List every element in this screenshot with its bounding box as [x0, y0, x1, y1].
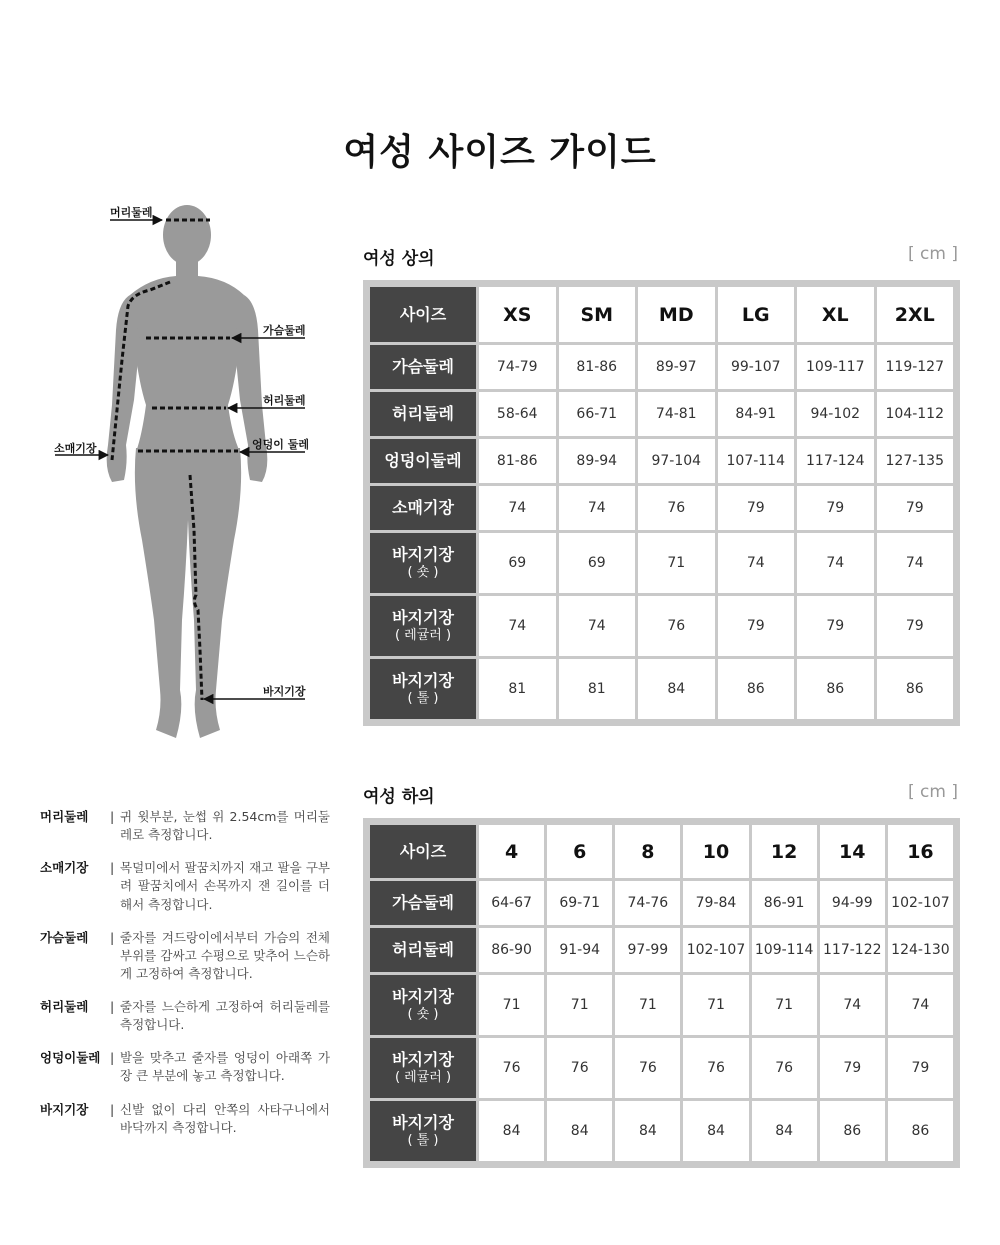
table-cell: 74 — [479, 596, 556, 656]
note-divider: | — [110, 860, 115, 876]
table-row — [370, 659, 953, 719]
note-term: 소매기장 — [40, 860, 89, 876]
table-cell: 66-71 — [559, 392, 636, 436]
table-row — [370, 345, 953, 389]
table-cell: 81 — [559, 659, 636, 719]
table-cell: 76 — [683, 1038, 748, 1098]
row-label-main: 바지기장 — [392, 544, 454, 564]
figure-label-waist: 허리둘레 — [263, 394, 306, 407]
table-row — [370, 1101, 953, 1161]
bottoms-size-16: 16 — [888, 825, 953, 878]
note-description: 줄자를 겨드랑이에서부터 가슴의 전체 부위를 감싸고 수평으로 맞추어 느슨하게 고정하여 측정합니다. — [120, 929, 330, 981]
bottoms-size-header-row — [370, 825, 953, 878]
table-cell: 81-86 — [479, 439, 556, 483]
table-cell: 76 — [638, 596, 715, 656]
table-cell: 74-79 — [479, 345, 556, 389]
row-label-sub: ( 레귤러 ) — [394, 1069, 452, 1085]
table-cell: 94-102 — [797, 392, 874, 436]
table-cell: 86 — [797, 659, 874, 719]
figure-label-sleeve: 소매기장 — [54, 442, 97, 455]
table-cell: 84 — [638, 659, 715, 719]
table-cell: 102-107 — [888, 881, 953, 925]
note-description: 줄자를 느슨하게 고정하여 허리둘레를 측정합니다. — [120, 999, 330, 1033]
bottoms-size-8: 8 — [615, 825, 680, 878]
note-hip — [40, 1049, 330, 1085]
row-label — [370, 596, 476, 656]
tops-unit-label: [ cm ] — [908, 244, 958, 264]
table-cell: 76 — [615, 1038, 680, 1098]
table-cell: 71 — [752, 975, 817, 1035]
note-chest — [40, 929, 330, 983]
table-cell: 79 — [718, 596, 795, 656]
table-row — [370, 486, 953, 530]
tops-size-xs: XS — [479, 287, 556, 342]
note-divider: | — [110, 1050, 115, 1066]
table-cell: 107-114 — [718, 439, 795, 483]
table-cell: 91-94 — [547, 928, 612, 972]
row-label — [370, 533, 476, 593]
bottoms-unit-label: [ cm ] — [908, 782, 958, 802]
table-cell: 117-124 — [797, 439, 874, 483]
table-cell: 86 — [877, 659, 954, 719]
table-cell: 76 — [547, 1038, 612, 1098]
note-description: 목덜미에서 팔꿈치까지 재고 팔을 구부려 팔꿈치에서 손목까지 잰 길이를 더해서 측정합니다. — [120, 860, 330, 912]
tops-size-2xl: 2XL — [877, 287, 954, 342]
page-title: 여성 사이즈 가이드 — [343, 132, 657, 174]
table-cell: 76 — [638, 486, 715, 530]
table-cell: 117-122 — [820, 928, 885, 972]
table-cell: 89-97 — [638, 345, 715, 389]
table-cell: 86 — [820, 1101, 885, 1161]
table-cell: 74 — [559, 486, 636, 530]
table-cell: 79 — [797, 486, 874, 530]
tops-size-sm: SM — [559, 287, 636, 342]
note-divider: | — [110, 999, 115, 1014]
bottoms-size-6: 6 — [547, 825, 612, 878]
table-row — [370, 928, 953, 972]
table-cell: 84 — [615, 1101, 680, 1161]
note-pants — [40, 1101, 330, 1137]
table-cell: 94-99 — [820, 881, 885, 925]
table-cell: 74 — [479, 486, 556, 530]
row-label-main: 바지기장 — [392, 670, 454, 690]
note-term: 바지기장 — [40, 1101, 89, 1117]
table-cell: 104-112 — [877, 392, 954, 436]
row-label-main: 바지기장 — [392, 1049, 454, 1069]
table-cell: 99-107 — [718, 345, 795, 389]
table-cell: 86 — [718, 659, 795, 719]
table-cell: 97-99 — [615, 928, 680, 972]
note-term: 가슴둘레 — [40, 929, 89, 945]
note-description: 신발 없이 다리 안쪽의 사타구니에서 바닥까지 측정합니다. — [120, 1101, 330, 1135]
table-cell: 76 — [479, 1038, 544, 1098]
bottoms-section-title: 여성 하의 — [363, 787, 435, 807]
table-cell: 127-135 — [877, 439, 954, 483]
row-label: 허리둘레 — [370, 928, 476, 972]
row-label — [370, 975, 476, 1035]
table-cell: 58-64 — [479, 392, 556, 436]
table-cell: 71 — [547, 975, 612, 1035]
tops-size-lg: LG — [718, 287, 795, 342]
row-label-sub: ( 숏 ) — [407, 1006, 439, 1022]
table-cell: 64-67 — [479, 881, 544, 925]
note-divider: | — [110, 809, 115, 824]
table-cell: 69 — [479, 533, 556, 593]
table-cell: 76 — [752, 1038, 817, 1098]
table-cell: 74-81 — [638, 392, 715, 436]
table-cell: 79 — [877, 596, 954, 656]
row-label: 엉덩이둘레 — [370, 439, 476, 483]
tops-size-table — [363, 280, 960, 726]
table-cell: 74 — [559, 596, 636, 656]
tops-size-xl: XL — [797, 287, 874, 342]
bottoms-size-label: 사이즈 — [370, 825, 476, 878]
body-measurement-figure — [0, 190, 340, 760]
table-cell: 74 — [888, 975, 953, 1035]
table-cell: 69-71 — [547, 881, 612, 925]
row-label-sub: ( 숏 ) — [407, 564, 439, 580]
table-cell: 119-127 — [877, 345, 954, 389]
table-cell: 79 — [820, 1038, 885, 1098]
note-term: 머리둘레 — [40, 809, 89, 824]
note-head — [40, 808, 330, 844]
table-cell: 79 — [718, 486, 795, 530]
note-divider: | — [110, 929, 115, 945]
note-term: 엉덩이둘레 — [40, 1050, 101, 1066]
note-divider: | — [110, 1101, 115, 1117]
table-cell: 97-104 — [638, 439, 715, 483]
tops-size-md: MD — [638, 287, 715, 342]
row-label-main: 바지기장 — [392, 1112, 454, 1132]
table-cell: 74-76 — [615, 881, 680, 925]
table-cell: 74 — [718, 533, 795, 593]
table-cell: 86-90 — [479, 928, 544, 972]
note-sleeve — [40, 859, 330, 913]
row-label-sub: ( 톨 ) — [407, 1132, 439, 1148]
figure-label-pants: 바지기장 — [263, 685, 306, 698]
row-label: 가슴둘레 — [370, 345, 476, 389]
table-row — [370, 533, 953, 593]
table-cell: 84 — [752, 1101, 817, 1161]
row-label-main: 바지기장 — [392, 986, 454, 1006]
tops-size-label: 사이즈 — [370, 287, 476, 342]
note-waist — [40, 998, 330, 1034]
measurement-notes — [40, 808, 330, 1152]
tops-size-header-row — [370, 287, 953, 342]
row-label-sub: ( 톨 ) — [407, 690, 439, 706]
table-cell: 79-84 — [683, 881, 748, 925]
table-row — [370, 975, 953, 1035]
table-cell: 74 — [820, 975, 885, 1035]
figure-label-hip: 엉덩이 둘레 — [252, 438, 309, 451]
table-cell: 79 — [797, 596, 874, 656]
table-row — [370, 881, 953, 925]
table-cell: 79 — [877, 486, 954, 530]
table-cell: 74 — [797, 533, 874, 593]
table-row — [370, 1038, 953, 1098]
row-label: 허리둘레 — [370, 392, 476, 436]
table-cell: 109-114 — [752, 928, 817, 972]
row-label-main: 바지기장 — [392, 607, 454, 627]
row-label: 소매기장 — [370, 486, 476, 530]
note-description: 귀 윗부분, 눈썹 위 2.54cm를 머리둘레로 측정합니다. — [120, 809, 330, 843]
table-cell: 84 — [683, 1101, 748, 1161]
row-label — [370, 659, 476, 719]
table-cell: 81 — [479, 659, 556, 719]
row-label — [370, 1038, 476, 1098]
row-label-sub: ( 레귤러 ) — [394, 627, 452, 643]
table-cell: 71 — [683, 975, 748, 1035]
figure-label-chest: 가슴둘레 — [263, 324, 306, 337]
row-label — [370, 1101, 476, 1161]
table-cell: 84 — [479, 1101, 544, 1161]
note-description: 발을 맞추고 줄자를 엉덩이 아래쪽 가장 큰 부분에 놓고 측정합니다. — [120, 1050, 330, 1084]
table-row — [370, 439, 953, 483]
table-cell: 71 — [479, 975, 544, 1035]
table-cell: 86-91 — [752, 881, 817, 925]
table-cell: 124-130 — [888, 928, 953, 972]
table-cell: 84 — [547, 1101, 612, 1161]
table-cell: 74 — [877, 533, 954, 593]
table-cell: 71 — [615, 975, 680, 1035]
bottoms-size-14: 14 — [820, 825, 885, 878]
bottoms-size-10: 10 — [683, 825, 748, 878]
table-cell: 109-117 — [797, 345, 874, 389]
bottoms-size-4: 4 — [479, 825, 544, 878]
table-cell: 84-91 — [718, 392, 795, 436]
note-term: 허리둘레 — [40, 999, 89, 1014]
table-cell: 89-94 — [559, 439, 636, 483]
table-cell: 71 — [638, 533, 715, 593]
table-cell: 69 — [559, 533, 636, 593]
table-row — [370, 392, 953, 436]
table-row — [370, 596, 953, 656]
table-cell: 102-107 — [683, 928, 748, 972]
table-cell: 79 — [888, 1038, 953, 1098]
tops-section-title: 여성 상의 — [363, 249, 435, 269]
figure-label-head: 머리둘레 — [110, 206, 153, 219]
table-cell: 86 — [888, 1101, 953, 1161]
bottoms-size-table — [363, 818, 960, 1168]
row-label: 가슴둘레 — [370, 881, 476, 925]
table-cell: 81-86 — [559, 345, 636, 389]
female-body-silhouette — [0, 190, 340, 760]
bottoms-size-12: 12 — [752, 825, 817, 878]
